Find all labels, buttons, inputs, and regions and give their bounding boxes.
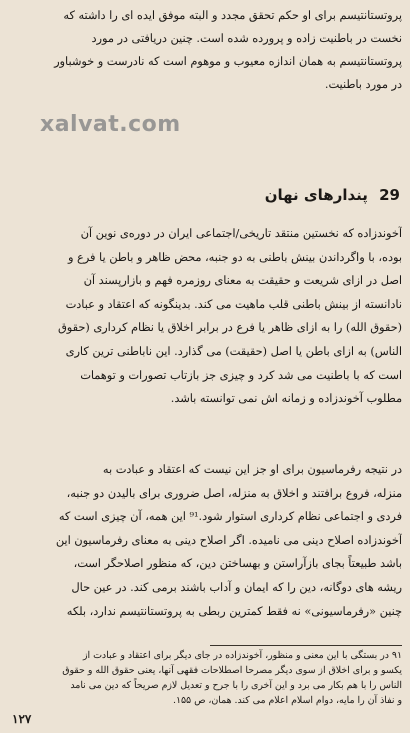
text-line: الناس) به ازای باطن یا اصل (حقیقت) می گذارد. این ناباطنی ترین کاری [65,344,402,358]
text-line: منزله، فروع برافتند و اخلاق به منزله، اصل ضروری برای بالیدن دو جنبه، [66,486,402,500]
section-heading [265,186,400,204]
text-line: اصل در ازای شریعت و حقیقت به معنای روزمره فهم و بازارپسند آن [83,274,402,288]
text-line: است که با باطنیت می شد کرد و چیزی جز بازتاب تصورات و توهمات [80,368,402,382]
text-line: چنین «رفرماسیونی» نه فقط کمترین ربطی به پروتستانتیسم ندارد، بلکه [66,604,402,618]
footnote [10,648,402,708]
text-line: آخوندزاده که نخستین منتقد تاریخی/اجتماعی ایران در دوره‌ی نوین آن [80,227,402,240]
footnote-line: الناس را با هم بکار می برد و این آخری را با جرح و تعدیل لازم صریحاً که دین می نامد [70,680,402,691]
text-line: در مورد باطنیت. [324,78,402,91]
footnote-line: ۹۱ در بستگی با این معنی و منظور، آخوندزاده در جای دیگر برای اعتقاد و عبادت از [82,650,402,661]
text-line: مطلوب آخوندزاده و زمانه اش نمی توانسته باشد. [170,392,402,406]
text-line: فردی و اجتماعی نظام کرداری استوار شود.⁹¹ این همه، آن چیزی است که [58,510,402,524]
paragraph-intro [10,4,402,96]
text-line: نادانسته از بینش باطنی قلب ماهیت می کند. بدینگونه که اعتقاد و عبادت [65,297,402,311]
text-line: (حقوق الله) را به ازای ظاهر یا فرع در برابر اخلاق یا نظام کرداری (حقوق [58,321,402,335]
text-line: ریشه های دوگانه، دین را که ایمان و آداب باشند برمی کند. در عین حال [71,580,402,594]
section-title: پندارهای نهان [264,186,368,204]
text-line: پروتستانتیسم به همان اندازه معیوب و موهوم است که نادرست و خوشباور [54,55,402,68]
text-line: نخست در باطنیت زاده و پرورده شده است. چنین دریافتی در مورد [91,32,402,45]
paragraph-akhundzadeh [10,222,402,411]
paragraph-reformation [10,458,402,623]
watermark: xalvat.com [40,112,181,137]
text-line: پروتستانتیسم برای او حکم تحقق مجدد و البته موفق ایده ای را داشته که [63,9,402,22]
footnote-divider [210,645,402,646]
footnote-line: یکسو و برای اخلاق از سوی دیگر مصرحا اصطلاحات فقهی آنها، یعنی حقوق الله و حقوق [62,665,402,676]
text-line: باشد طبیعتاً بجای بازآراستن و بهساختن دین، که منظور اصلاحگر است، [73,557,402,571]
footnote-line: و نفاذ آن را مایه، دوام اسلام اعلام می کند. همان، ص ۱۵۵. [173,695,402,706]
text-line: بوده، با واگرداندن بینش باطنی به دو جنبه، محض ظاهر و باطن یا فرع و [68,250,402,264]
page-number: ۱۲۷ [12,712,32,726]
text-line: آخوندزاده اصلاح دینی می نامیده. اگر اصلاح دینی به معنای رفرماسیون این [55,533,402,547]
text-line: در نتیجه رفرماسیون برای او جز این نیست که اعتقاد و عبادت به [102,463,402,476]
section-number: 29 [379,186,400,204]
